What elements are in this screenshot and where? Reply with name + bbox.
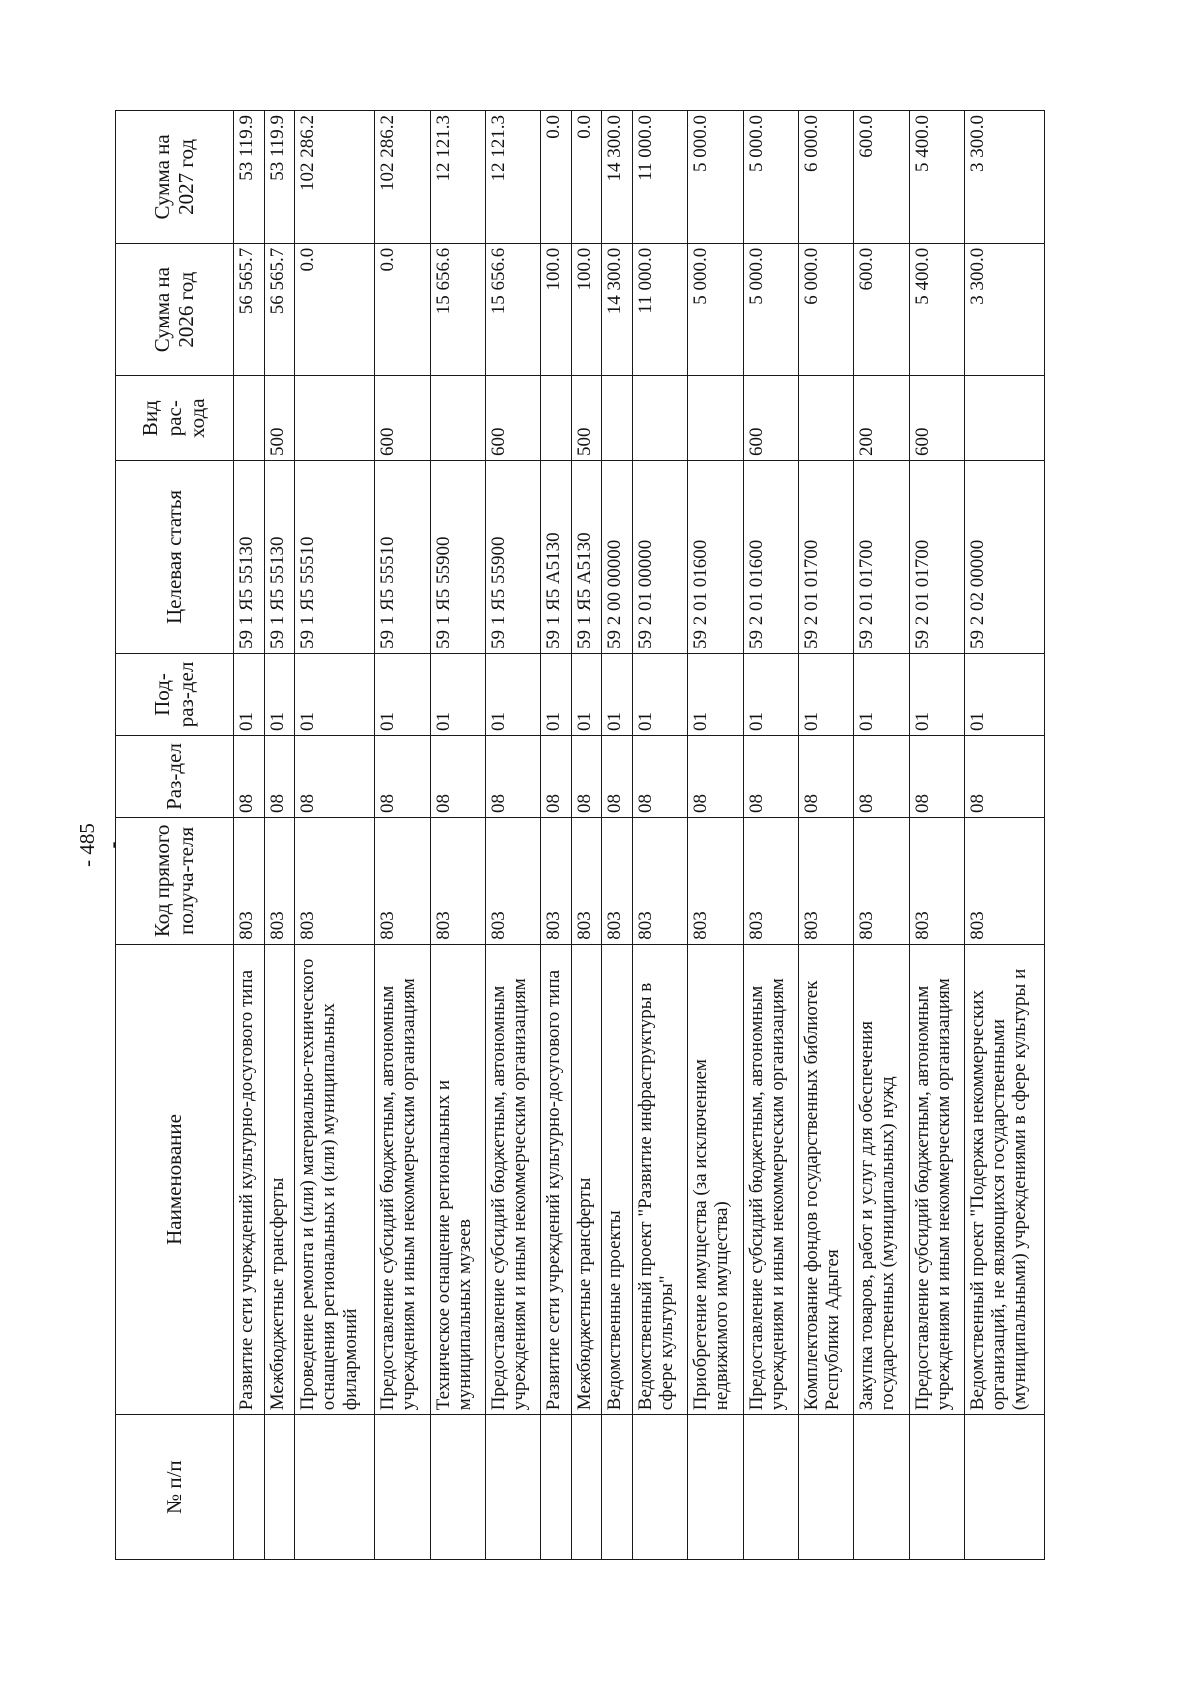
cell-sum2027: 102 286.2 <box>375 111 430 244</box>
cell-podrazdel: 01 <box>909 653 964 735</box>
cell-target: 59 2 01 01600 <box>688 460 743 653</box>
table-row <box>798 111 853 1560</box>
page-number: - 485 - <box>75 823 124 867</box>
cell-sum2027: 102 286.2 <box>295 111 375 244</box>
cell-sum2026: 5 400.0 <box>909 243 964 376</box>
cell-podrazdel: 01 <box>964 653 1044 735</box>
cell-target: 59 2 02 00000 <box>964 460 1044 653</box>
cell-num <box>743 1415 798 1560</box>
cell-target: 59 1 Я5 55900 <box>430 460 485 653</box>
cell-vid: 600 <box>743 376 798 460</box>
cell-sum2027: 600.0 <box>854 111 909 244</box>
cell-sum2026: 100.0 <box>541 243 572 376</box>
cell-podrazdel: 01 <box>743 653 798 735</box>
cell-target: 59 2 01 01700 <box>909 460 964 653</box>
cell-target: 59 2 01 01700 <box>798 460 853 653</box>
cell-sum2026: 5 000.0 <box>743 243 798 376</box>
cell-num <box>375 1415 430 1560</box>
table-row <box>743 111 798 1560</box>
cell-num <box>295 1415 375 1560</box>
cell-sum2027: 14 300.0 <box>602 111 633 244</box>
cell-sum2026: 11 000.0 <box>632 243 687 376</box>
table-header-row <box>116 111 234 1560</box>
cell-target: 59 1 Я5 55510 <box>295 460 375 653</box>
table-row <box>264 111 295 1560</box>
cell-podrazdel: 01 <box>375 653 430 735</box>
cell-vid: 500 <box>571 376 602 460</box>
cell-sum2027: 11 000.0 <box>632 111 687 244</box>
cell-razdel: 08 <box>964 736 1044 818</box>
rotated-page <box>115 110 1045 1560</box>
cell-code: 803 <box>798 818 853 945</box>
cell-vid: 600 <box>909 376 964 460</box>
cell-num <box>688 1415 743 1560</box>
cell-num <box>964 1415 1044 1560</box>
cell-podrazdel: 01 <box>430 653 485 735</box>
cell-vid <box>688 376 743 460</box>
cell-target: 59 1 Я5 55900 <box>485 460 540 653</box>
cell-vid <box>430 376 485 460</box>
cell-razdel: 08 <box>264 736 295 818</box>
cell-razdel: 08 <box>602 736 633 818</box>
cell-sum2026: 0.0 <box>375 243 430 376</box>
cell-razdel: 08 <box>743 736 798 818</box>
cell-code: 803 <box>909 818 964 945</box>
cell-sum2026: 0.0 <box>295 243 375 376</box>
cell-sum2026: 600.0 <box>854 243 909 376</box>
cell-vid <box>964 376 1044 460</box>
cell-sum2026: 6 000.0 <box>798 243 853 376</box>
cell-razdel: 08 <box>571 736 602 818</box>
table-row <box>854 111 909 1560</box>
cell-podrazdel: 01 <box>798 653 853 735</box>
cell-code: 803 <box>430 818 485 945</box>
cell-target: 59 1 Я5 55130 <box>234 460 265 653</box>
cell-sum2027: 53 119.9 <box>234 111 265 244</box>
cell-name: Ведомственный проект "Развитие инфраструктуры в сфере культуры" <box>632 944 687 1415</box>
cell-name: Ведомственные проекты <box>602 944 633 1415</box>
cell-target: 59 1 Я5 А5130 <box>541 460 572 653</box>
cell-sum2027: 6 000.0 <box>798 111 853 244</box>
cell-vid <box>632 376 687 460</box>
col-header-podrazdel: Под-раз-дел <box>116 653 234 735</box>
cell-podrazdel: 01 <box>632 653 687 735</box>
cell-sum2027: 5 000.0 <box>688 111 743 244</box>
cell-code: 803 <box>743 818 798 945</box>
cell-sum2027: 0.0 <box>541 111 572 244</box>
cell-podrazdel: 01 <box>295 653 375 735</box>
cell-code: 803 <box>571 818 602 945</box>
cell-name: Предоставление субсидий бюджетным, автономным учреждениям и иным некоммерческим организациям <box>375 944 430 1415</box>
cell-razdel: 08 <box>909 736 964 818</box>
col-header-num: № п/п <box>116 1415 234 1560</box>
cell-name: Предоставление субсидий бюджетным, автономным учреждениям и иным некоммерческим организациям <box>485 944 540 1415</box>
cell-razdel: 08 <box>485 736 540 818</box>
cell-razdel: 08 <box>295 736 375 818</box>
cell-code: 803 <box>295 818 375 945</box>
cell-sum2026: 5 000.0 <box>688 243 743 376</box>
budget-table <box>115 110 1045 1560</box>
cell-target: 59 2 01 01600 <box>743 460 798 653</box>
cell-sum2027: 5 400.0 <box>909 111 964 244</box>
cell-podrazdel: 01 <box>571 653 602 735</box>
cell-target: 59 2 00 00000 <box>602 460 633 653</box>
table-row <box>632 111 687 1560</box>
table-row <box>541 111 572 1560</box>
cell-num <box>602 1415 633 1560</box>
cell-vid: 600 <box>375 376 430 460</box>
cell-target: 59 2 01 01700 <box>854 460 909 653</box>
table-row <box>295 111 375 1560</box>
cell-name: Развитие сети учреждений культурно-досугового типа <box>234 944 265 1415</box>
cell-podrazdel: 01 <box>264 653 295 735</box>
cell-sum2026: 56 565.7 <box>234 243 265 376</box>
cell-num <box>485 1415 540 1560</box>
cell-vid <box>295 376 375 460</box>
cell-sum2027: 0.0 <box>571 111 602 244</box>
cell-target: 59 1 Я5 55130 <box>264 460 295 653</box>
cell-target: 59 2 01 00000 <box>632 460 687 653</box>
cell-sum2027: 12 121.3 <box>485 111 540 244</box>
col-header-name: Наименование <box>116 944 234 1415</box>
cell-podrazdel: 01 <box>602 653 633 735</box>
col-header-code: Код прямого получа-теля <box>116 818 234 945</box>
cell-code: 803 <box>854 818 909 945</box>
cell-num <box>264 1415 295 1560</box>
cell-target: 59 1 Я5 А5130 <box>571 460 602 653</box>
col-header-target: Целевая статья <box>116 460 234 653</box>
cell-razdel: 08 <box>688 736 743 818</box>
cell-num <box>571 1415 602 1560</box>
cell-name: Развитие сети учреждений культурно-досугового типа <box>541 944 572 1415</box>
cell-podrazdel: 01 <box>234 653 265 735</box>
cell-code: 803 <box>264 818 295 945</box>
cell-name: Техническое оснащение региональных и муниципальных музеев <box>430 944 485 1415</box>
table-row <box>485 111 540 1560</box>
col-header-sum2027: Сумма на 2027 год <box>116 111 234 244</box>
table-row <box>375 111 430 1560</box>
cell-vid <box>234 376 265 460</box>
cell-name: Закупка товаров, работ и услуг для обеспечения государственных (муниципальных) нужд <box>854 944 909 1415</box>
cell-sum2027: 53 119.9 <box>264 111 295 244</box>
cell-razdel: 08 <box>632 736 687 818</box>
cell-name: Предоставление субсидий бюджетным, автономным учреждениям и иным некоммерческим организациям <box>909 944 964 1415</box>
cell-razdel: 08 <box>854 736 909 818</box>
cell-num <box>430 1415 485 1560</box>
cell-razdel: 08 <box>430 736 485 818</box>
cell-razdel: 08 <box>541 736 572 818</box>
cell-sum2026: 14 300.0 <box>602 243 633 376</box>
cell-name: Ведомственный проект "Подержка некоммерческих организаций, не являющихся государственными (муниципальными) учреждениями в сфере культуры и <box>964 944 1044 1415</box>
cell-sum2026: 56 565.7 <box>264 243 295 376</box>
cell-sum2027: 12 121.3 <box>430 111 485 244</box>
cell-sum2026: 15 656.6 <box>485 243 540 376</box>
col-header-razdel: Раз-дел <box>116 736 234 818</box>
cell-podrazdel: 01 <box>485 653 540 735</box>
cell-vid: 600 <box>485 376 540 460</box>
cell-name: Комплектование фондов государственных библиотек Республики Адыгея <box>798 944 853 1415</box>
cell-podrazdel: 01 <box>854 653 909 735</box>
cell-name: Межбюджетные трансферты <box>264 944 295 1415</box>
cell-vid <box>602 376 633 460</box>
table-row <box>688 111 743 1560</box>
cell-vid <box>541 376 572 460</box>
cell-target: 59 1 Я5 55510 <box>375 460 430 653</box>
cell-sum2027: 5 000.0 <box>743 111 798 244</box>
cell-num <box>854 1415 909 1560</box>
cell-code: 803 <box>234 818 265 945</box>
cell-razdel: 08 <box>798 736 853 818</box>
cell-sum2026: 3 300.0 <box>964 243 1044 376</box>
cell-name: Предоставление субсидий бюджетным, автономным учреждениям и иным некоммерческим организациям <box>743 944 798 1415</box>
cell-podrazdel: 01 <box>688 653 743 735</box>
cell-code: 803 <box>541 818 572 945</box>
cell-code: 803 <box>602 818 633 945</box>
cell-num <box>798 1415 853 1560</box>
cell-num <box>909 1415 964 1560</box>
cell-code: 803 <box>375 818 430 945</box>
table-row <box>602 111 633 1560</box>
cell-num <box>541 1415 572 1560</box>
cell-podrazdel: 01 <box>541 653 572 735</box>
cell-name: Проведение ремонта и (или) материально-технического оснащения региональных и (или) муниципальных филармоний <box>295 944 375 1415</box>
table-row <box>234 111 265 1560</box>
cell-code: 803 <box>632 818 687 945</box>
table-row <box>571 111 602 1560</box>
cell-razdel: 08 <box>375 736 430 818</box>
cell-num <box>632 1415 687 1560</box>
table-row <box>964 111 1044 1560</box>
cell-code: 803 <box>688 818 743 945</box>
cell-name: Приобретение имущества (за исключением недвижимого имущества) <box>688 944 743 1415</box>
cell-sum2026: 100.0 <box>571 243 602 376</box>
cell-razdel: 08 <box>234 736 265 818</box>
cell-code: 803 <box>964 818 1044 945</box>
cell-sum2026: 15 656.6 <box>430 243 485 376</box>
cell-sum2027: 3 300.0 <box>964 111 1044 244</box>
cell-name: Межбюджетные трансферты <box>571 944 602 1415</box>
cell-vid: 200 <box>854 376 909 460</box>
table-row <box>909 111 964 1560</box>
col-header-vid: Вид рас-хода <box>116 376 234 460</box>
cell-code: 803 <box>485 818 540 945</box>
cell-num <box>234 1415 265 1560</box>
cell-vid <box>798 376 853 460</box>
cell-vid: 500 <box>264 376 295 460</box>
table-row <box>430 111 485 1560</box>
col-header-sum2026: Сумма на 2026 год <box>116 243 234 376</box>
